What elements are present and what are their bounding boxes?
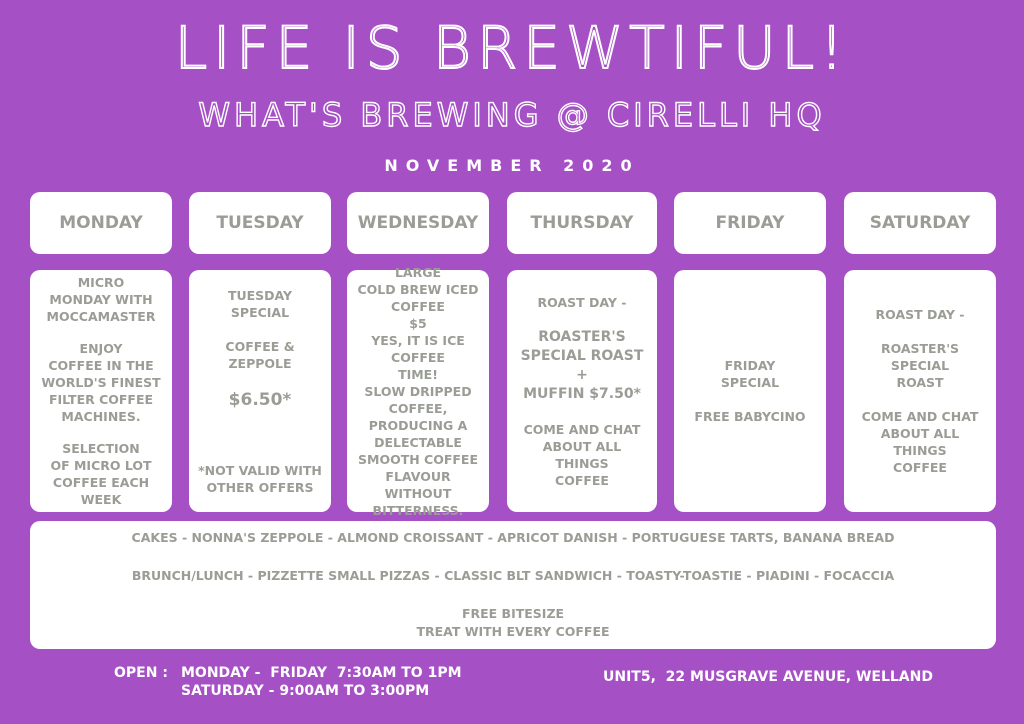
day-header-wednesday: WEDNESDAY: [347, 192, 489, 254]
special-line: COFFEE & ZEPPOLE: [225, 338, 295, 371]
special-line: SPECIAL: [230, 304, 290, 320]
page-title: LIFE IS BREWTIFUL!: [174, 14, 850, 82]
special-line: COFFEE EACH WEEK: [52, 475, 150, 507]
special-line: $5: [409, 315, 427, 331]
special-line: MACHINES.: [61, 409, 141, 424]
special-line: WORLD'S FINEST: [41, 375, 161, 390]
page-subtitle: WHAT'S BREWING @ CIRELLI HQ: [198, 96, 826, 134]
special-line: YES, IT IS ICE: [371, 332, 465, 348]
hours-weekday: MONDAY - FRIDAY 7:30AM TO 1PM: [181, 665, 462, 681]
special-line: MUFFIN $7.50*: [523, 385, 641, 402]
day-header-saturday: SATURDAY: [844, 192, 996, 254]
special-line: SELECTION: [62, 441, 140, 456]
special-line: MICRO: [77, 275, 125, 290]
special-line: OF MICRO LOT: [50, 458, 152, 473]
cakes-line: CAKES - NONNA'S ZEPPOLE - ALMOND CROISSANT - APRICOT DANISH - PORTUGUESE TARTS, BANANA BREAD: [131, 530, 895, 545]
special-line: ROASTER'S SPECIAL: [880, 341, 960, 373]
special-line: COME AND CHAT: [523, 421, 641, 437]
brunch-line: BRUNCH/LUNCH - PIZZETTE SMALL PIZZAS - CLASSIC BLT SANDWICH - TOASTY-TOASTIE - PIADINI - FOCACCIA: [131, 568, 895, 583]
special-line: *NOT VALID WITH: [198, 462, 322, 478]
special-line: MONDAY WITH: [49, 292, 153, 307]
bitesize-line-2: TREAT WITH EVERY COFFEE: [416, 624, 610, 639]
open-label: OPEN :: [114, 665, 168, 681]
special-line: COFFEE: [893, 460, 947, 475]
special-line: ABOUT ALL THINGS: [880, 426, 960, 458]
special-line: COFFEE,: [388, 400, 448, 416]
special-line: SMOOTH COFFEE: [358, 451, 478, 467]
special-line: COFFEE: [555, 472, 609, 488]
special-line: MOCCAMASTER: [46, 309, 156, 324]
special-line: FREE BABYCINO: [694, 409, 806, 424]
special-line: ROAST DAY -: [875, 307, 965, 322]
special-line: WITHOUT: [384, 485, 452, 501]
special-line: BITTERNESS.: [372, 502, 464, 518]
special-line: ROAST DAY -: [537, 294, 627, 310]
special-line: FRIDAY: [724, 358, 776, 373]
hours-saturday: SATURDAY - 9:00AM TO 3:00PM: [181, 683, 430, 699]
day-special-monday: [30, 270, 172, 512]
day-header-tuesday: TUESDAY: [189, 192, 331, 254]
day-special-tuesday: [189, 270, 331, 512]
special-line: TIME!: [398, 366, 438, 382]
day-header-monday: MONDAY: [30, 192, 172, 254]
day-header-friday: FRIDAY: [674, 192, 826, 254]
special-line: COLD BREW ICED: [357, 281, 479, 297]
address: UNIT5, 22 MUSGRAVE AVENUE, WELLAND: [603, 669, 933, 685]
special-line: FLAVOUR: [385, 468, 451, 484]
special-line: OTHER OFFERS: [206, 479, 314, 495]
month-label: NOVEMBER 2020: [384, 156, 640, 175]
day-special-wednesday: [347, 264, 489, 518]
day-special-thursday: [507, 270, 657, 512]
bitesize-line-1: FREE BITESIZE: [461, 606, 565, 621]
day-special-saturday: [844, 270, 996, 512]
special-line: COME AND CHAT: [861, 409, 979, 424]
special-line: SLOW DRIPPED: [364, 383, 472, 399]
special-line: $6.50*: [228, 389, 292, 410]
special-line: ROASTER'S: [538, 328, 626, 345]
special-line: ENJOY: [79, 341, 123, 356]
food-menu-card: [30, 521, 996, 649]
special-line: ABOUT ALL THINGS: [542, 438, 622, 471]
special-line: PRODUCING A: [368, 417, 468, 433]
special-line: TUESDAY: [227, 287, 293, 303]
special-line: FILTER COFFEE: [48, 392, 154, 407]
day-special-friday: [674, 270, 826, 512]
special-line: ROAST: [896, 375, 944, 390]
special-line: COFFEE IN THE: [48, 358, 154, 373]
special-line: SPECIAL: [720, 375, 780, 390]
special-line: COFFEE: [391, 349, 445, 365]
special-line: COFFEE: [391, 298, 445, 314]
day-header-thursday: THURSDAY: [507, 192, 657, 254]
special-line: LARGE: [394, 264, 442, 280]
special-line: DELECTABLE: [374, 434, 462, 450]
special-line: SPECIAL ROAST +: [520, 347, 644, 383]
